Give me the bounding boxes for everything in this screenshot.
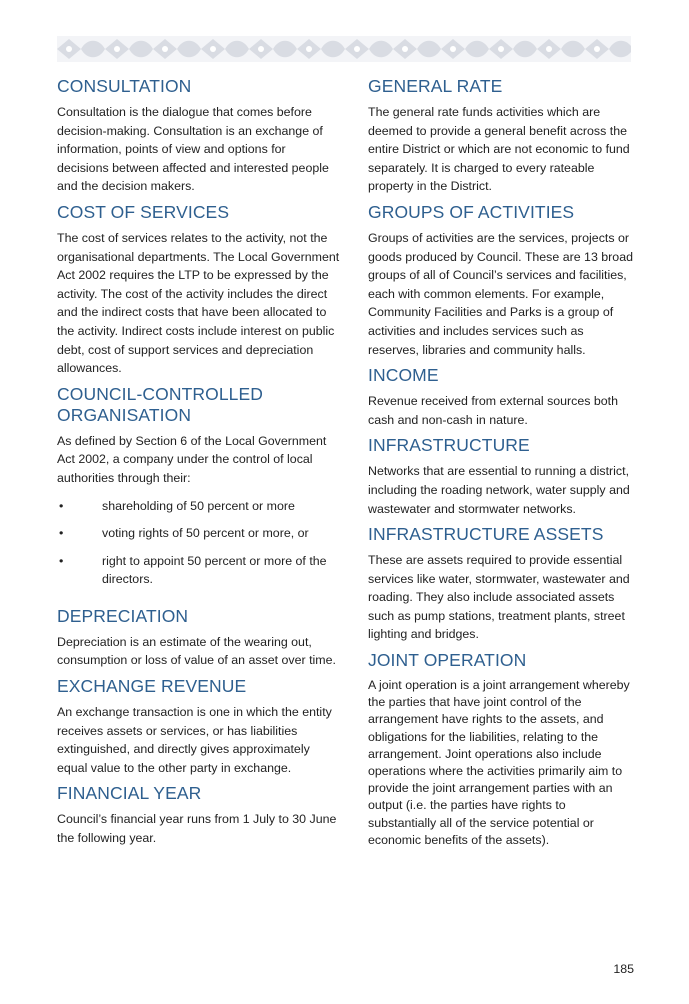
list-item-text: voting rights of 50 percent or more, or bbox=[102, 526, 309, 541]
term-heading: DEPRECIATION bbox=[57, 605, 189, 626]
term-heading: INFRASTRUCTURE bbox=[368, 435, 530, 456]
glossary-entry-cost-of-services bbox=[57, 202, 340, 378]
list-item bbox=[57, 552, 340, 589]
bullet-icon: • bbox=[59, 526, 64, 541]
term-definition: Consultation is the dialogue that comes before decision-making. Consultation is an exchange of information, points of view and options for decisions between affected and interested people and the decision makers. bbox=[57, 105, 329, 194]
term-heading: INCOME bbox=[368, 365, 439, 386]
page-number: 185 bbox=[613, 962, 634, 976]
glossary-entry-infrastructure bbox=[368, 435, 633, 518]
list-item-text: right to appoint 50 percent or more of the directors. bbox=[102, 553, 327, 587]
term-heading: FINANCIAL YEAR bbox=[57, 783, 202, 804]
term-heading: COST OF SERVICES bbox=[57, 201, 230, 222]
list-item bbox=[57, 497, 340, 516]
glossary-entry-income bbox=[368, 365, 633, 429]
term-heading: EXCHANGE REVENUE bbox=[57, 676, 247, 697]
term-definition: Council’s financial year runs from 1 July to 30 June the following year. bbox=[57, 812, 337, 846]
glossary-entry-groups-of-activities bbox=[368, 202, 633, 359]
term-heading: CONSULTATION bbox=[57, 76, 192, 96]
glossary-entry-council-controlled-organisation bbox=[57, 384, 340, 601]
glossary-entry-consultation bbox=[57, 76, 340, 196]
glossary-entry-financial-year bbox=[57, 783, 340, 847]
term-definition: These are assets required to provide essential services like water, stormwater, wastewater and roading. They also include associated assets such as pump stations, treatment plants, street lighting and bridges. bbox=[368, 553, 630, 642]
pattern-motif bbox=[57, 36, 631, 62]
list-item-text: shareholding of 50 percent or more bbox=[102, 498, 295, 513]
glossary-entry-infrastructure-assets bbox=[368, 524, 633, 644]
glossary-entry-joint-operation bbox=[368, 650, 633, 849]
glossary-column-right bbox=[368, 76, 633, 855]
term-heading: COUNCIL-CONTROLLED ORGANISATION bbox=[57, 383, 263, 425]
glossary-entry-depreciation bbox=[57, 606, 340, 670]
glossary-column-left bbox=[57, 76, 340, 854]
glossary-entry-exchange-revenue bbox=[57, 676, 340, 777]
term-heading: GENERAL RATE bbox=[368, 76, 503, 96]
term-definition: The general rate funds activities which are deemed to provide a general benefit across the entire District or which are not economic to fund separately. It is charged to every rateable property in the District. bbox=[368, 105, 630, 194]
term-definition: As defined by Section 6 of the Local Government Act 2002, a company under the control of local authorities through their: bbox=[57, 433, 327, 485]
decorative-pattern-banner bbox=[57, 36, 631, 62]
term-definition: An exchange transaction is one in which the entity receives assets or services, or has liabilities extinguished, and directly gives approximately equal value to the other party in exchange. bbox=[57, 705, 332, 775]
term-heading: GROUPS OF ACTIVITIES bbox=[368, 201, 575, 222]
term-definition: Networks that are essential to running a district, including the roading network, water supply and wastewater and stormwater networks. bbox=[368, 464, 630, 516]
term-definition: The cost of services relates to the activity, not the organisational departments. The Local Government Act 2002 requires the LTP to be expressed by the activity. The cost of the activity includes the direct and the indirect costs that have been allocated to the activity. Indirect costs include interest on public debt, cost of support services and depreciation allowances. bbox=[57, 230, 340, 376]
term-definition: Revenue received from external sources both cash and non-cash in nature. bbox=[368, 394, 619, 427]
bullet-icon: • bbox=[59, 498, 64, 513]
bullet-list bbox=[57, 497, 340, 589]
term-definition: Depreciation is an estimate of the wearing out, consumption or loss of value of an asset over time. bbox=[57, 634, 336, 668]
glossary-entry-general-rate bbox=[368, 76, 633, 196]
term-definition: A joint operation is a joint arrangement whereby the parties that have joint control of the arrangement have rights to the assets, and obligations for the liabilities, relating to the arrangement. Joint operations also include operations where the activities primarily aim to provide the joint arrangement parties with an output (i.e. the parties have rights to substantially all of the service potential or economic benefits of the assets). bbox=[368, 678, 630, 847]
term-heading: JOINT OPERATION bbox=[368, 650, 527, 671]
list-item bbox=[57, 524, 340, 543]
term-definition: Groups of activities are the services, projects or goods produced by Council. These are 13 broad groups of all of Council’s services and facilities, each with common elements. For example, Community Facilities and Parks is a group of activities and includes services such as reserves, libraries and community halls. bbox=[368, 230, 633, 357]
bullet-icon: • bbox=[59, 553, 64, 568]
term-heading: INFRASTRUCTURE ASSETS bbox=[368, 524, 604, 545]
